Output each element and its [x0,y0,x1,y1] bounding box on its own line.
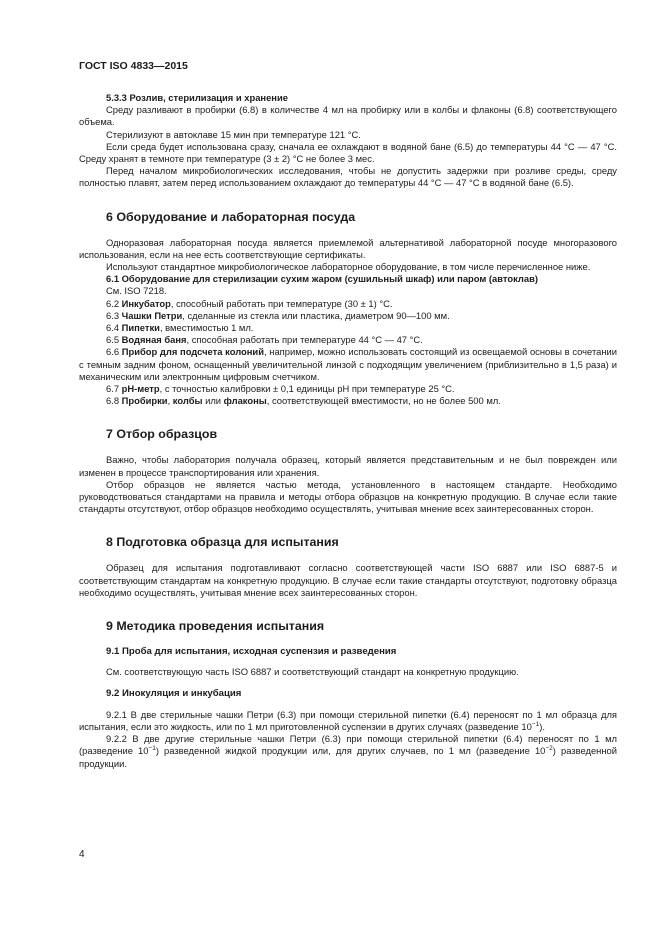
section-6-title: 6 Оборудование и лабораторная посуда [106,209,356,224]
paragraph: Если среда будет использована сразу, сначала ее охлаждают в водяной бане (6.5) до температуры 44 °С — 47 °С. Среду хранят в темноте при температуре (3 ± 2) °С не более 3 мес. [79,140,617,165]
section-5-3-3-title: 5.3.3 Розлив, стерилизация и хранение [106,92,288,103]
item-6-8: 6.8 Пробирки, колбы или флаконы, соответствующей вместимости, но не более 500 мл. [106,395,501,407]
item-6-3: 6.3 Чашки Петри, сделанные из стекла или пластика, диаметром 90—100 мм. [106,309,450,321]
paragraph: Образец для испытания подготавливают согласно соответствующей части ISO 6887 или ISO 6887-5 и соответствующим стандартам на конкретную продукцию. В случае если такие стандарты отсутствуют, подготовку образца необходимо осуществлять, учитывая мнение всех заинтересованных сторон. [79,562,617,598]
paragraph: Отбор образцов не является частью метода, установленного в настоящем стандарте. Необходимо руководствоваться стандартами на правила и методы отбора образцов на конкретную продукцию. В случае если такие стандарты отсутствуют, отбор образцов необходимо осуществлять, учитывая мнение всех заинтересованных сторон. [79,478,617,515]
document-body [79,92,617,770]
section-8-title: 8 Подготовка образца для испытания [106,535,339,550]
paragraph: Одноразовая лабораторная посуда является приемлемой альтернативой лабораторной посуде многоразового использования, если на нее есть соответствующие сертификаты. [79,236,617,260]
page-header: ГОСТ ISO 4833—2015 [79,60,188,72]
section-9-title: 9 Методика проведения испытания [106,619,325,634]
page-number: 4 [79,849,85,860]
paragraph: Используют стандартное микробиологическое лабораторное оборудование, в том числе перечисленное ниже. [106,261,591,273]
item-6-4: 6.4 Пипетки, вместимостью 1 мл. [106,322,254,334]
item-6-7: 6.7 рН-метр, с точностью калибровки ± 0,1 единицы рН при температуре 25 °С. [106,383,455,395]
section-7-title: 7 Отбор образцов [106,427,218,442]
paragraph: Стерилизуют в автоклаве 15 мин при температуре 121 °С. [106,128,361,140]
item-6-1-text: См. ISO 7218. [106,285,167,297]
paragraph: Среду разливают в пробирки (6.8) в количестве 4 мл на пробирку или в колбы и флаконы (6.8) соответствующего объема. [79,104,617,128]
paragraph: Перед началом микробиологических исследования, чтобы не допустить задержки при розливе среды, среду полностью плавят, затем перед использованием охлаждают до температуры 44 °С — 47 °С в водяной бане (6.5). [79,165,617,189]
section-9-1-title: 9.1 Проба для испытания, исходная суспензия и разведения [106,646,397,658]
section-9-2-title: 9.2 Инокуляция и инкубация [106,687,242,699]
item-6-1-title: 6.1 Оборудование для стерилизации сухим жаром (сушильный шкаф) или паром (автоклав) [106,273,538,285]
item-6-2: 6.2 Инкубатор, способный работать при температуре (30 ± 1) °С. [106,297,393,309]
item-6-5: 6.5 Водяная баня, способная работать при температуре 44 °С — 47 °С. [106,334,423,346]
paragraph-9-2-2: 9.2.2 В две другие стерильные чашки Петри (6.3) при помощи стерильной пипетки (6.4) переносят по 1 мл (разведение $10^{-1}$) разведенной жидкой продукции или, для других случаев, по 1 мл (разведение $10^{-2}$) разведенной продукции. [79,733,617,769]
paragraph: Важно, чтобы лаборатория получала образец, который является представительным и не был поврежден или изменен в процессе транспортирования или хранения. [79,454,617,478]
item-6-6: 6.6 Прибор для подсчета колоний, например, можно использовать состоящий из освещаемой основы в сочетании с темным задним фоном, оснащенный увеличительной линзой с подходящим увеличением (приблизительно в 1,5 раза) и механическим или электронным цифровым счетчиком. [79,346,618,382]
paragraph: См. соответствующую часть ISO 6887 и соответствующий стандарт на конкретную продукцию. [106,666,519,678]
paragraph-9-2-1: 9.2.1 В две стерильные чашки Петри (6.3) при помощи стерильной пипетки (6.4) переносят по 1 мл образца для испытания, если это жидкость, или по 1 мл приготовленной суспензии в других случаях (разведение $10^{-1}$). [79,708,617,732]
